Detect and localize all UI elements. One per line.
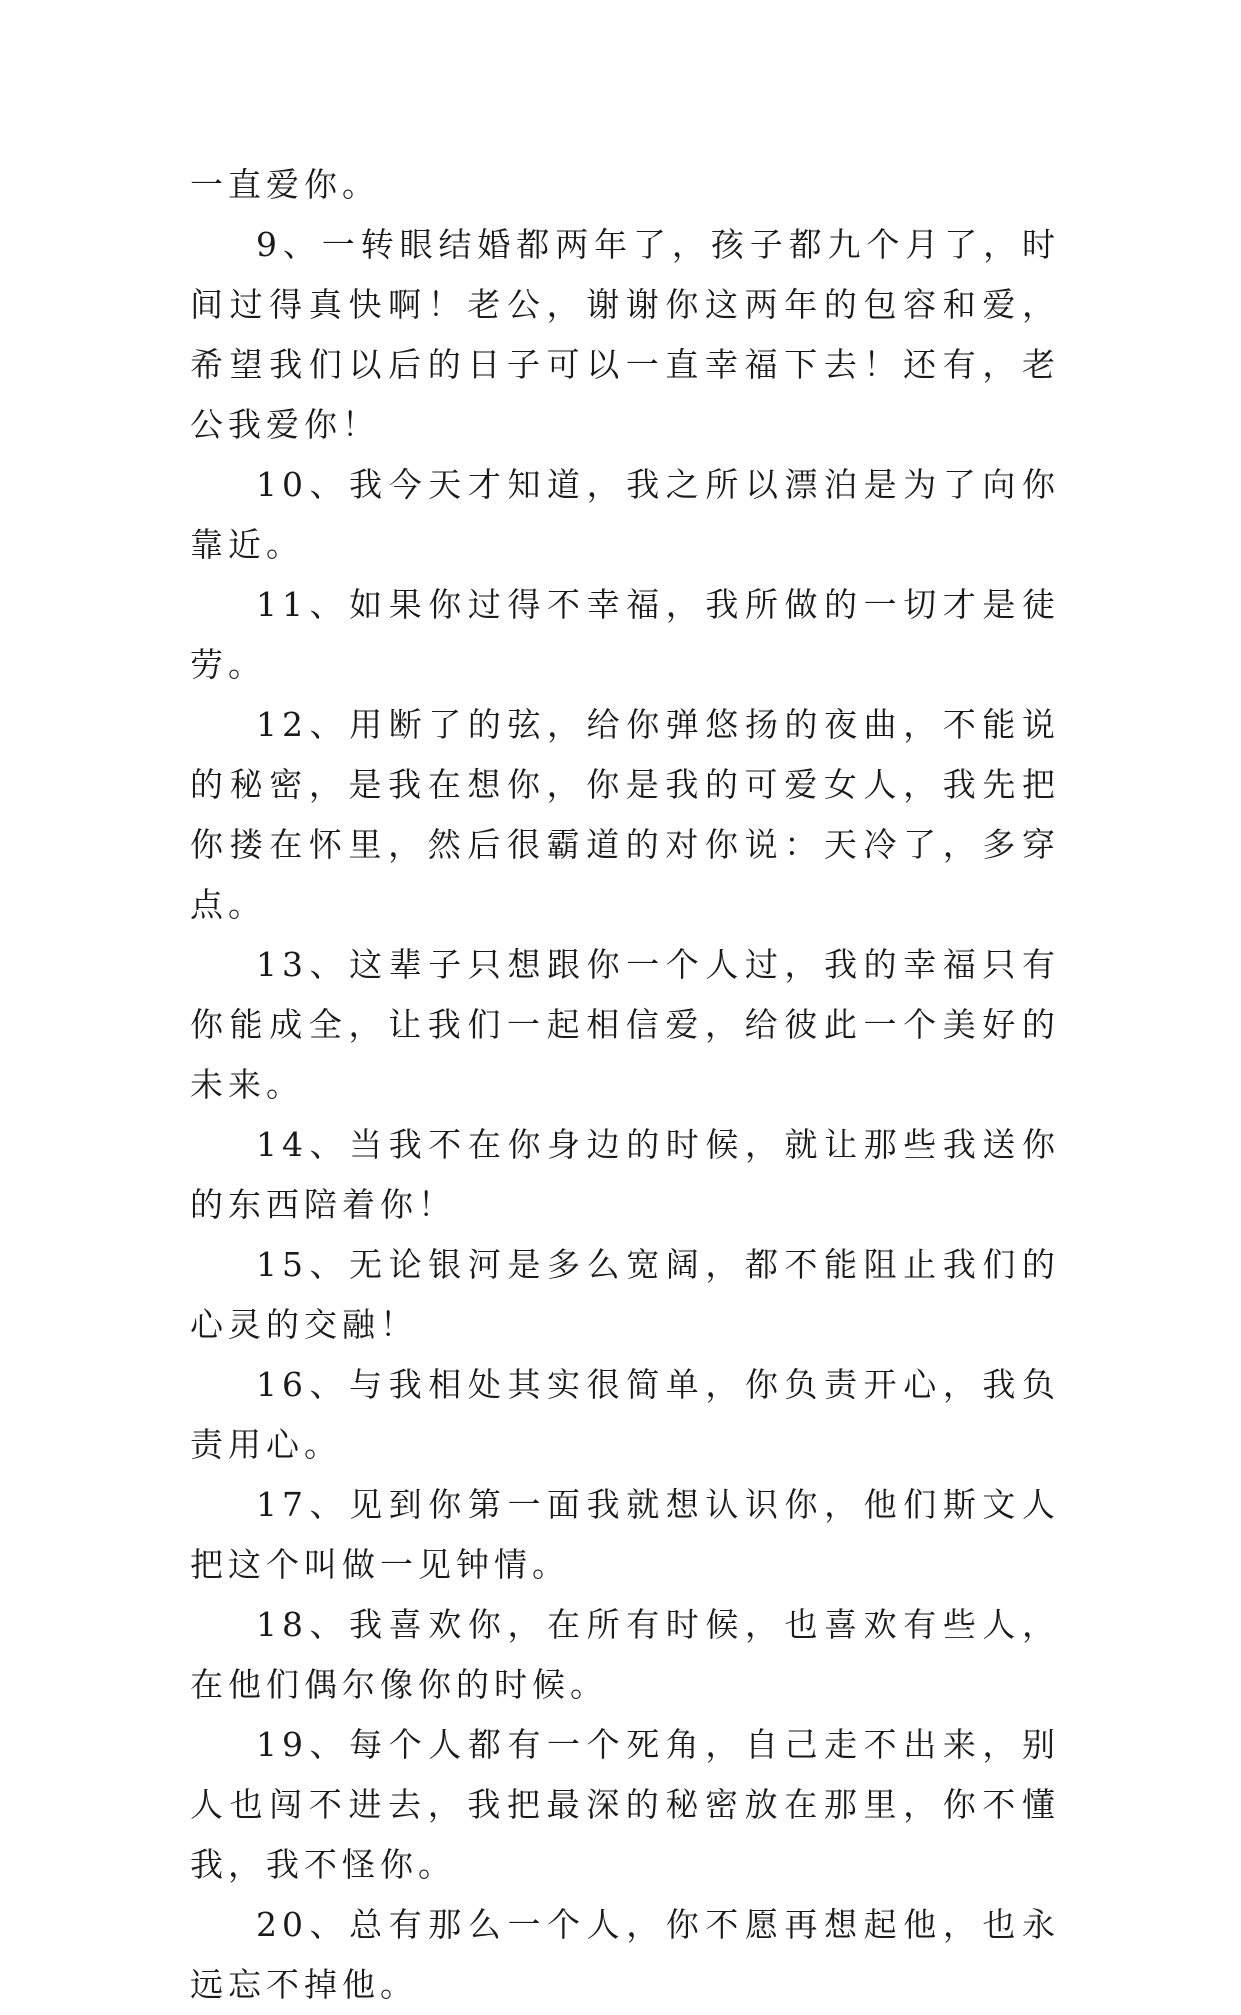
paragraph-continuation: 一直爱你。 [190,165,380,204]
paragraph-item-20: 20、总有那么一个人，你不愿再想起他，也永远忘不掉他。 [190,1905,1060,2004]
paragraph-item-18: 18、我喜欢你，在所有时候，也喜欢有些人，在他们偶尔像你的时候。 [190,1605,1060,1704]
paragraph-item-13: 13、这辈子只想跟你一个人过，我的幸福只有你能成全，让我们一起相信爱，给彼此一个美好的未来。 [190,945,1060,1104]
paragraph-item-14: 14、当我不在你身边的时候，就让那些我送你的东西陪着你！ [190,1125,1060,1224]
paragraph-item-16: 16、与我相处其实很简单，你负责开心，我负责用心。 [190,1365,1060,1464]
paragraph-item-17: 17、见到你第一面我就想认识你，他们斯文人把这个叫做一见钟情。 [190,1485,1060,1584]
paragraph-item-12: 12、用断了的弦，给你弹悠扬的夜曲，不能说的秘密，是我在想你，你是我的可爱女人，我先把你搂在怀里，然后很霸道的对你说：天冷了，多穿点。 [190,705,1060,924]
paragraph-item-9: 9、一转眼结婚都两年了，孩子都九个月了，时间过得真快啊！老公，谢谢你这两年的包容和爱，希望我们以后的日子可以一直幸福下去！还有，老公我爱你！ [190,225,1060,444]
paragraph-item-19: 19、每个人都有一个死角，自己走不出来，别人也闯不进去，我把最深的秘密放在那里，你不懂我，我不怪你。 [190,1725,1060,1884]
paragraph-item-15: 15、无论银河是多么宽阔，都不能阻止我们的心灵的交融！ [190,1245,1060,1344]
document-body [190,155,1060,2015]
paragraph-item-10: 10、我今天才知道，我之所以漂泊是为了向你靠近。 [190,465,1060,564]
paragraph-item-11: 11、如果你过得不幸福，我所做的一切才是徒劳。 [190,585,1060,684]
